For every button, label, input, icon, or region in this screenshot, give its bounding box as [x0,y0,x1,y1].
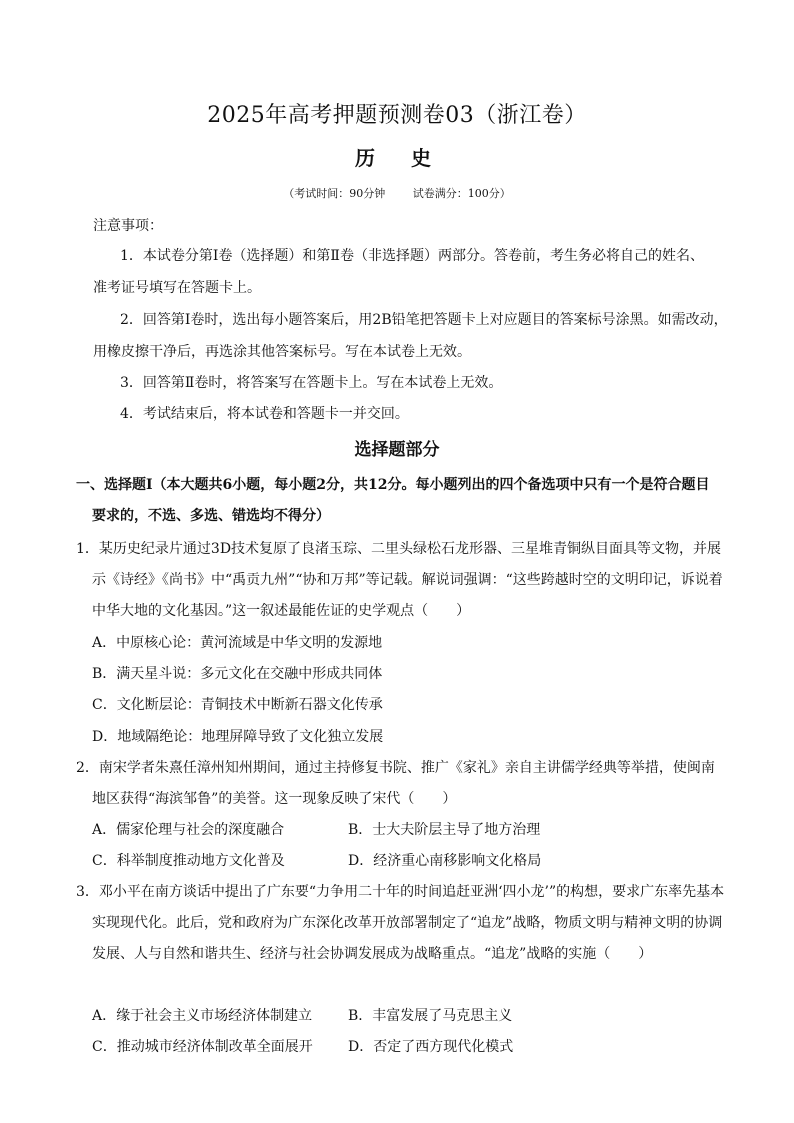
question-3-stem-line-1: 3．邓小平在南方谈话中提出了广东要“力争用二十年的时间追赶亚洲‘四小龙’”的构想，要求广东率先基本 [76,884,725,900]
exam-info [0,186,794,202]
question-2-option-b: B．士大夫阶层主导了地方治理 [348,822,541,838]
note-2-line-2: 用橡皮擦干净后，再选涂其他答案标号。写在本试卷上无效。 [93,344,471,360]
question-1-stem-line-2: 示《诗经》《尚书》中“禹贡九州”“协和万邦”等记载。解说词强调：“这些跨越时空的文明印记，诉说着 [92,572,723,588]
question-3-option-a: A．缘于社会主义市场经济体制建立 [92,1008,313,1024]
part-heading-line-1: 一、选择题Ⅰ（本大题共6小题，每小题2分，共12分。每小题列出的四个备选项中只有一个是符合题目 [76,477,710,493]
question-1-option-d: D．地域隔绝论：地理屏障导致了文化独立发展 [92,729,384,745]
question-3-stem-line-2: 实现现代化。此后，党和政府为广东深化改革开放部署制定了“追龙”战略，物质文明与精神文明的协调 [92,915,723,931]
question-1-option-a: A．中原核心论：黄河流域是中华文明的发源地 [92,635,383,651]
question-3-option-b: B．丰富发展了马克思主义 [348,1008,513,1024]
question-2-stem-line-2: 地区获得“海滨邹鲁”的美誉。这一现象反映了宋代（ ） [92,791,457,807]
exam-time: （考试时间：90分钟 [283,187,386,200]
question-1-option-c: C．文化断层论：青铜技术中断新石器文化传承 [92,697,383,713]
note-2-line-1: 2．回答第Ⅰ卷时，选出每小题答案后，用2B铅笔把答题卡上对应题目的答案标号涂黑。如需改动， [120,312,728,328]
part-heading-line-2: 要求的，不选、多选、错选均不得分） [92,508,330,524]
question-3-option-d: D．否定了西方现代化模式 [348,1039,514,1055]
note-1-line-2: 准考证号填写在答题卡上。 [93,280,261,296]
question-2-option-a: A．儒家伦理与社会的深度融合 [92,822,285,838]
question-1-stem-line-1: 1．某历史纪录片通过3D技术复原了良渚玉琮、二里头绿松石龙形器、三星堆青铜纵目面具等文物，并展 [76,541,722,557]
notes-heading: 注意事项： [93,218,163,234]
subject-title: 历 史 [355,146,439,170]
question-1-option-b: B．满天星斗说：多元文化在交融中形成共同体 [92,666,383,682]
note-1-line-1: 1．本试卷分第Ⅰ卷（选择题）和第Ⅱ卷（非选择题）两部分。答卷前，考生务必将自己的姓名、 [120,248,704,264]
question-3-option-c: C．推动城市经济体制改革全面展开 [92,1039,313,1055]
question-2-stem-line-1: 2．南宋学者朱熹任漳州知州期间，通过主持修复书院、推广《家礼》亲自主讲儒学经典等举措，使闽南 [76,760,715,776]
question-2-option-c: C．科举制度推动地方文化普及 [92,853,285,869]
note-3: 3．回答第Ⅱ卷时，将答案写在答题卡上。写在本试卷上无效。 [120,375,503,391]
section-title: 选择题部分 [354,440,440,460]
question-3-stem-line-3: 发展、人与自然和谐共生、经济与社会协调发展成为战略重点。“追龙”战略的实施（ ） [92,946,653,962]
question-1-stem-line-3: 中华大地的文化基因。”这一叙述最能佐证的史学观点（ ） [92,603,471,619]
full-score: 试卷满分：100分） [412,187,511,200]
page-title: 2025年高考押题预测卷03（浙江卷） [207,103,587,128]
note-4: 4．考试结束后，将本试卷和答题卡一并交回。 [120,406,409,422]
question-2-option-d: D．经济重心南移影响文化格局 [348,853,542,869]
